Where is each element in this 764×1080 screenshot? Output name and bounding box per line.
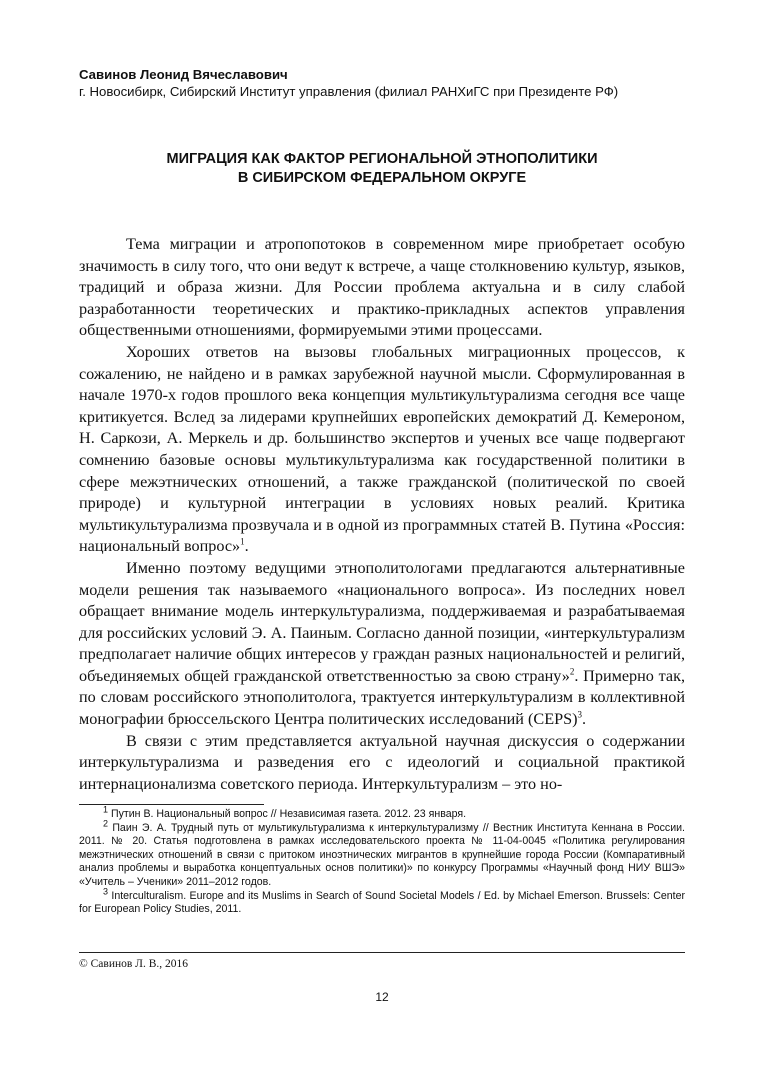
- footnote-text: Путин В. Национальный вопрос // Независимая газета. 2012. 23 января.: [110, 808, 467, 820]
- author-affiliation: г. Новосибирк, Сибирский Институт управления (филиал РАНХиГС при Президенте РФ): [79, 84, 619, 99]
- paragraph-2-end: .: [244, 537, 249, 556]
- paragraph-4-text: В связи с этим представляется актуальной научная дискуссия о содержании интеркультурализма и разведения его с идеологий и социальной практикой интернационализма советского периода. Интеркультурализм – это но-: [79, 731, 685, 793]
- title-line-2: В СИБИРСКОМ ФЕДЕРАЛЬНОМ ОКРУГЕ: [237, 170, 527, 186]
- footnote-ref-2: 2: [569, 666, 575, 677]
- paragraph-1: [79, 234, 685, 342]
- footnote-number: 3: [103, 886, 109, 897]
- paragraph-3-text-b: . Примерно так, по словам российского этнополитолога, трактуется интеркультурализм в коллективной монографии брюссельского Центра политических исследований (CEPS): [79, 666, 686, 729]
- footnote-text: Interculturalism. Europe and its Muslims in Search of Sound Societal Models / Ed. by Michael Emerson. Brussels: Center for European Policy Studies, 2011.: [79, 889, 685, 916]
- page-number: 12: [375, 990, 389, 1004]
- paragraph-3: [79, 558, 685, 731]
- author-name: Савинов Леонид Вячеславович: [79, 67, 288, 82]
- paragraph-3-end: .: [581, 710, 587, 729]
- footnote-2: [79, 818, 685, 890]
- article-body: [79, 234, 685, 795]
- paragraph-4: [79, 731, 685, 796]
- article-title: [79, 150, 685, 188]
- paragraph-2-text: Хороших ответов на вызовы глобальных миграционных процессов, к сожалению, не найдено и в рамках зарубежной научной мысли. Сформулированная в начале 1970-х годов прошлого века концепция мультикультурализма сегодня все чаще критикуется. Вслед за лидерами крупнейших европейских демократий Д. Кемероном, Н. Саркози, А. Меркель и др. большинство экспертов и ученых все чаще подвергают сомнению базовые основы мультикультурализма как государственной политики в сфере межэтнических отношений, а также гражданской (политической по своей природе) и культурной интеграции в условиях новых реалий. Критика мультикультурализма прозвучала и в одной из программных статей В. Путина «Россия: национальный вопрос»: [79, 342, 685, 556]
- paragraph-1-text: Тема миграции и атропопотоков в современном мире приобретает особую значимость в силу того, что они ведут к встрече, а чаще столкновению культур, языков, традиций и образа жизни. Для России проблема актуальна и в силу слабой разработанности теоретических и практико-прикладных аспектов управления общественными отношениями, формируемыми этими процессами.: [79, 235, 685, 340]
- footnote-ref-1: 1: [240, 536, 245, 547]
- paragraph-3-text-a: Именно поэтому ведущими этнополитологами предлагаются альтернативные модели решения так называемого «национального вопроса». Из последних новел обращает внимание модель интеркультурализма, поддерживаемая и разрабатываемая для российских условий Э. А. Паиным. Согласно данной позиции, «интеркультурализм предполагает наличие общих интересов у граждан разных национальностей и религий, объединяемых общей гражданской ответственностью за свою страну»: [79, 558, 685, 685]
- footnotes: [79, 804, 685, 917]
- footnote-text: Паин Э. А. Трудный путь от мультикультурализма к интеркультурализму // Вестник Института Кеннана в России. 2011. № 20. Статья подготовлена в рамках исследовательского проекта № 11-04-0045 «Политика регулирования межэтнических отношений в связи с притоком иноэтнических мигрантов в крупнейшие города России (Компаративный анализ проблемы и выработка концептуальных основ политики)» по конкурсу Программы «Научный фонд НИУ ВШЭ» «Учитель – Ученики» 2011–2012 годов.: [79, 821, 685, 888]
- title-line-1: МИГРАЦИЯ КАК ФАКТОР РЕГИОНАЛЬНОЙ ЭТНОПОЛИТИКИ: [166, 151, 598, 167]
- footnote-number: 2: [103, 818, 109, 829]
- footnote-ref-3: 3: [577, 709, 582, 720]
- paragraph-2: [79, 342, 685, 558]
- copyright: © Савинов Л. В., 2016: [79, 958, 189, 970]
- copyright-divider: [79, 952, 685, 953]
- author-block: [79, 66, 699, 100]
- footnote-number: 1: [103, 804, 109, 815]
- footnote-3: [79, 886, 685, 917]
- footnote-1: [79, 804, 685, 822]
